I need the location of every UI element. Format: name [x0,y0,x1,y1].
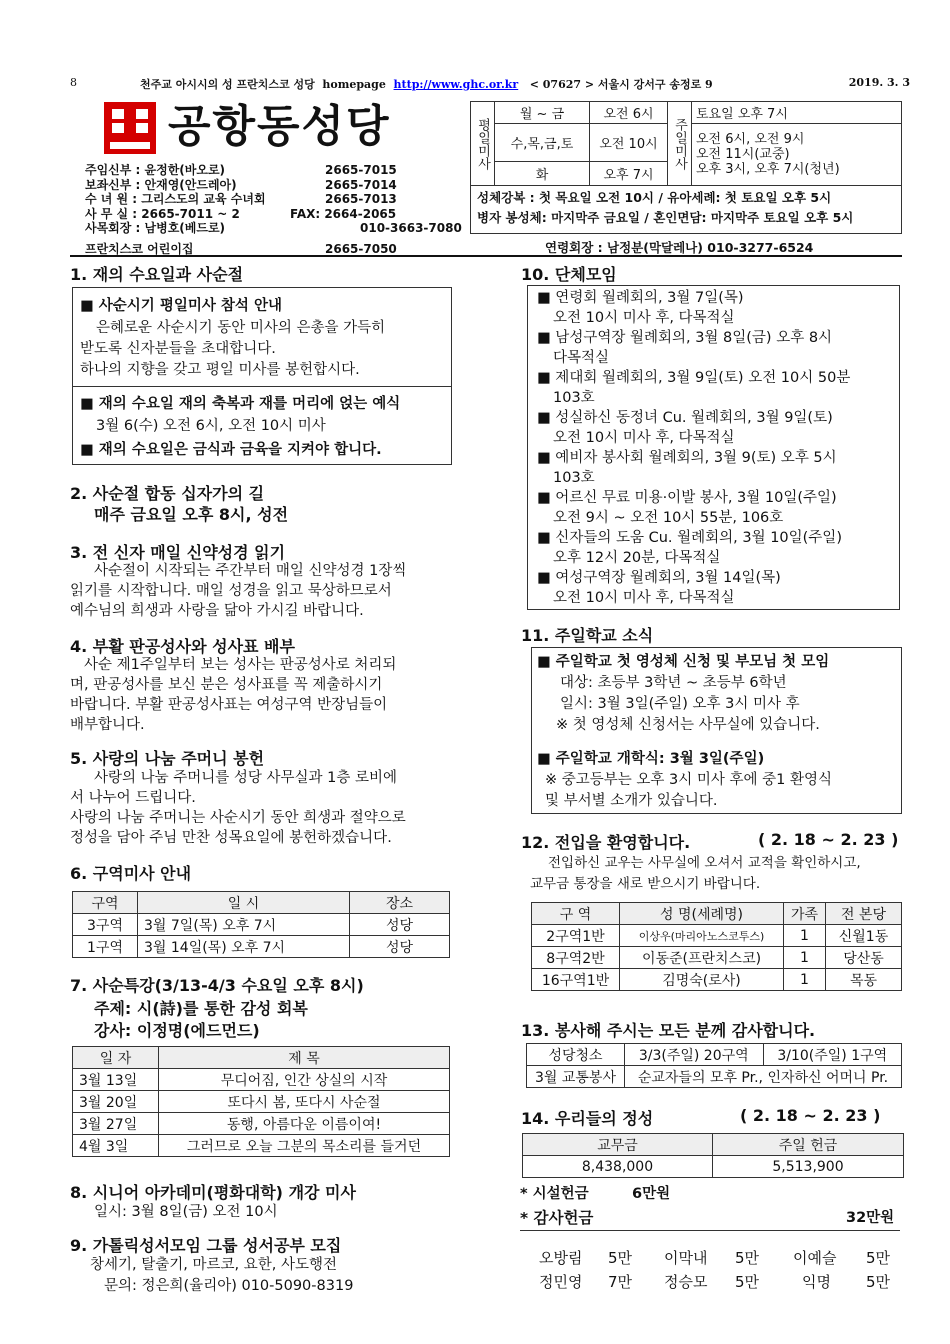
cell: 성당청소 [527,1044,625,1066]
section-title: 2. 사순절 합동 십자가의 길 [70,484,265,503]
meeting-item: ■ 성실하신 동정녀 Cu. 월례회의, 3월 9일(토) [537,410,833,426]
column-header: 장소 [350,892,450,914]
paragraph-line: 배부합니다. [70,717,145,733]
donor-name: 정승모 [664,1273,708,1291]
mass-schedule [470,101,902,186]
paragraph-line: 바랍니다. 부활 판공성사표는 여성구역 반장님들이 [70,697,388,713]
notice-line: 일시: 3월 3일(주일) 오후 3시 미사 후 [560,696,800,712]
paragraph-line: 사랑의 나눔 주머니는 사순시기 동안 희생과 절약으로 [70,810,406,826]
divider [72,386,452,387]
staff-row [85,221,462,236]
donor-name: 이예슬 [793,1249,837,1267]
cell: 16구역1반 [532,969,620,991]
donor-amount: 5만 [608,1249,633,1267]
cell: 또다시 봄, 또다시 사순절 [159,1091,450,1113]
paragraph-line: 문의: 정은희(율리아) 010-5090-8319 [104,1278,354,1294]
table-row [73,1069,450,1091]
meeting-item: ■ 예비자 봉사회 월례회의, 3월 9(토) 오후 5시 [537,450,837,466]
volunteer-table [526,1043,902,1088]
section-title: 12. 전입을 환영합니다. [521,833,691,852]
donor-name: 이막내 [664,1249,708,1267]
section-title: 4. 부활 판공성사와 성사표 배부 [70,637,295,656]
mass-day: 화 [495,162,590,186]
table-row [73,914,450,936]
section-title: 7. 사순특강(3/13-4/3 수요일 오후 8시) [70,976,364,995]
staff-phone: 010-3663-7080 [360,221,462,235]
staff-fax: FAX: 2664-2065 [290,206,397,221]
section-subtitle: 매주 금요일 오후 8시, 성전 [94,505,289,524]
facility-offering-value: 6만원 [632,1186,671,1202]
cell: 1 [784,969,826,991]
meeting-detail: 다목적실 [553,350,610,366]
section-title: 3. 전 신자 매일 신약성경 읽기 [70,543,286,562]
staff-list [85,163,462,256]
column-header: 전 본당 [826,903,902,925]
cell: 성당 [350,914,450,936]
donor-amount: 5만 [866,1249,891,1267]
staff-name: 사 무 실 : 2665-7011 ~ 2 [85,206,240,221]
cell: 4월 3일 [73,1135,159,1157]
paragraph-line: 정성을 담아 주님 만찬 성목요일에 봉헌하겠습니다. [70,830,392,846]
paragraph-line: 전입하신 교우는 사무실에 오셔서 교적을 확인하시고, [548,855,861,871]
staff-name: 보좌신부 : 안재영(안드레아) [85,177,237,192]
cell: 5,513,900 [713,1156,904,1178]
sunday-mass-time: 토요일 오후 7시 [692,102,902,124]
period: ( 2. 18 ~ 2. 23 ) [740,1106,881,1125]
notice-line: 및 부서별 소개가 있습니다. [545,793,718,809]
offering-table [522,1133,904,1178]
thanks-offering-value: 32만원 [846,1210,895,1226]
period: ( 2. 18 ~ 2. 23 ) [758,830,899,849]
cell: 이동준(프란치스코) [620,947,784,969]
staff-name: 수 녀 원 : 그리스도의 교육 수녀회 [85,192,266,206]
lecture-theme: 주제: 시(詩)를 통한 감성 회복 [94,999,308,1018]
donor-amount: 5만 [866,1273,891,1291]
mass-day: 월 ~ 금 [495,102,590,124]
staff-phone: 2665-7015 [325,163,397,177]
table-row [532,947,902,969]
cell: 3월 13일 [73,1069,159,1091]
thanks-offering-label: * 감사헌금 [520,1209,594,1227]
logo [100,98,460,158]
notice-line: 3월 6(수) 오전 6시, 오전 10시 미사 [96,418,326,434]
table-row [532,969,902,991]
cell: 3/10(주일) 1구역 [763,1044,902,1066]
paragraph-line: 읽기를 시작합니다. 매일 성경을 읽고 묵상하므로서 [70,583,392,599]
column-header: 제 목 [159,1047,450,1069]
association-head: 연령회장 : 남정분(막달레나) 010-3277-6524 [545,240,814,255]
paragraph-line: 사랑의 나눔 주머니를 성당 사무실과 1층 로비에 [94,770,398,786]
column-header: 가족 [784,903,826,925]
cell: 무디어짐, 인간 상실의 시작 [159,1069,450,1091]
cell: 3/3(주일) 20구역 [625,1044,764,1066]
table-row [527,1066,902,1088]
donor-amount: 5만 [735,1249,760,1267]
new-parishioners-table [531,902,902,991]
staff-name: 주임신부 : 윤정한(바오로) [85,163,226,177]
notice-heading: ■ 주일학교 첫 영성체 신청 및 부모님 첫 모임 [537,654,830,670]
cell: 3구역 [73,914,138,936]
header-divider [70,255,902,257]
staff-row [85,207,395,222]
notice-line: 대상: 초등부 3학년 ~ 초등부 6학년 [560,675,787,691]
staff-row [85,178,395,193]
lecture-table [72,1046,450,1157]
column-header: 일 자 [73,1047,159,1069]
cell: 1 [784,925,826,947]
cell: 3월 27일 [73,1113,159,1135]
cell: 목동 [826,969,902,991]
meeting-item: ■ 제대회 월례회의, 3월 9일(토) 오전 10시 50분 [537,370,851,386]
meeting-detail: 오전 10시 미사 후, 다목적실 [553,590,735,606]
cell: 8구역2반 [532,947,620,969]
cell: 3월 20일 [73,1091,159,1113]
column-header: 성 명(세례명) [620,903,784,925]
facility-offering-label: * 시설헌금 [520,1186,589,1202]
notice-line: 은혜로운 사순시기 동안 미사의 은총을 가득히 [96,320,386,336]
cell: 2구역1반 [532,925,620,947]
section-title: 13. 봉사해 주시는 모든 분께 감사합니다. [521,1021,816,1040]
sunday-mass-label: 주일미사 [668,102,692,186]
table-row [73,1135,450,1157]
meeting-item: ■ 신자들의 도움 Cu. 월례회의, 3월 10일(주일) [537,530,842,546]
table-row [73,1091,450,1113]
weekday-mass-label: 평일미사 [471,102,495,186]
sacrament-notice-2: 병자 봉성체: 마지막주 금요일 / 혼인면담: 마지막주 토요일 오후 5시 [477,210,854,225]
paragraph-line: 창세기, 탈출기, 마르코, 요한, 사도행전 [90,1257,337,1273]
paragraph-line: 예수님의 희생과 사랑을 닮아 가시길 바랍니다. [70,603,364,619]
cell: 1구역 [73,936,138,958]
staff-row [85,163,395,178]
table-row [527,1044,902,1066]
kindergarten-name: 프란치스코 어린이집 [85,241,194,256]
sunday-mass-times [692,124,902,186]
section-title: 8. 시니어 아카데미(평화대학) 개강 미사 [70,1183,356,1202]
staff-row [85,192,395,207]
divider [520,1230,900,1231]
meeting-detail: 103호 [553,470,595,486]
paragraph-line: 일시: 3월 8일(금) 오전 10시 [94,1204,278,1220]
table-row [523,1156,904,1178]
meeting-item: ■ 여성구역장 월례회의, 3월 14일(목) [537,570,781,586]
sunday-mass-time: 오전 6시, 오전 9시 [696,132,805,147]
lecture-speaker: 강사: 이정명(에드먼드) [94,1021,260,1040]
district-mass-table [72,891,450,958]
section-title: 9. 가톨릭성서모임 그룹 성서공부 모집 [70,1236,342,1255]
cell: 8,438,000 [523,1156,713,1178]
sunday-mass-time: 오후 3시, 오후 7시(청년) [696,162,840,177]
notice-line: ※ 중고등부는 오후 3시 미사 후에 중1 환영식 [545,772,832,788]
meeting-item: ■ 남성구역장 월례회의, 3월 8일(금) 오후 8시 [537,330,833,346]
meeting-detail: 오전 10시 미사 후, 다목적실 [553,430,735,446]
donor-amount: 5만 [735,1273,760,1291]
meeting-item: ■ 어르신 무료 미용·이발 봉사, 3월 10일(주일) [537,490,837,506]
meeting-detail: 오전 9시 ~ 오전 10시 55분, 106호 [553,510,784,526]
homepage-label: homepage [322,78,386,91]
cell: 성당 [350,936,450,958]
donor-name: 오방림 [539,1249,583,1267]
notice-heading: ■ 사순시기 평일미사 참석 안내 [80,298,282,314]
kindergarten-row [85,242,395,256]
cell: 1 [784,947,826,969]
table-row [532,925,902,947]
cell: 3월 교통봉사 [527,1066,625,1088]
mass-time: 오후 7시 [590,162,668,186]
notice-heading: ■ 재의 수요일 재의 축복과 재를 머리에 얹는 예식 [80,396,401,412]
staff-phone: 2665-7014 [325,177,397,192]
column-header: 교무금 [523,1134,713,1156]
section-title: 14. 우리들의 정성 [521,1109,654,1128]
section-title: 11. 주일학교 소식 [521,626,654,645]
staff-name: 사목회장 : 남병호(베드로) [85,221,226,235]
meeting-detail: 오후 12시 20분, 다목적실 [553,550,721,566]
donor-amount: 7만 [608,1273,633,1291]
notice-line: 받도록 신자분들을 초대합니다. [80,341,276,357]
mass-time: 오전 6시 [590,102,668,124]
mass-day: 수,목,금,토 [495,124,590,162]
cell: 이상우(마리아노스코투스) [620,925,784,947]
homepage-link[interactable]: http://www.ghc.or.kr [393,78,519,91]
section-title: 6. 구역미사 안내 [70,864,192,883]
column-header: 구 역 [532,903,620,925]
staff-phone: 2665-7013 [325,192,397,206]
cell: 김명숙(로사) [620,969,784,991]
donor-name: 익명 [802,1273,831,1291]
notice-heading: ■ 재의 수요일은 금식과 금육을 지켜야 합니다. [80,442,382,458]
table-row [73,1113,450,1135]
parish-emblem-icon [104,102,156,154]
meeting-item: ■ 연령회 월례회의, 3월 7일(목) [537,290,744,306]
page-number: 8 [70,76,77,89]
column-header: 일 시 [138,892,350,914]
notice-line: 하나의 지향을 갖고 평일 미사를 봉헌합시다. [80,362,360,378]
paragraph-line: 교무금 통장을 새로 받으시기 바랍니다. [530,876,761,892]
issue-date: 2019. 3. 3 [848,76,910,89]
section-title: 10. 단체모임 [521,265,617,284]
notice-line: ※ 첫 영성체 신청서는 사무실에 있습니다. [556,717,820,733]
sacrament-notice-1: 성체강복 : 첫 목요일 오전 10시 / 유아세례: 첫 토요일 오후 5시 [477,190,832,205]
header-info [140,76,713,92]
cell: 동행, 아름다운 이름이여! [159,1113,450,1135]
kindergarten-phone: 2665-7050 [325,241,397,256]
column-header: 주일 헌금 [713,1134,904,1156]
paragraph-line: 사순 제1주일부터 보는 성사는 판공성사로 처리되 [84,657,397,673]
section-title: 5. 사랑의 나눔 주머니 봉헌 [70,749,265,768]
address: < 07627 > 서울시 강서구 송정로 9 [529,78,713,91]
cell: 그러므로 오늘 그분의 목소리를 들거던 [159,1135,450,1157]
cell: 3월 14일(목) 오후 7시 [138,936,350,958]
meeting-detail: 103호 [553,390,595,406]
paragraph-line: 서 나누어 드립니다. [70,790,196,806]
notice-heading: ■ 주일학교 개학식: 3월 3일(주일) [537,751,765,767]
section-title: 1. 재의 수요일과 사순절 [70,265,244,284]
cell: 신월1동 [826,925,902,947]
donor-name: 정민영 [539,1273,583,1291]
cell: 당산동 [826,947,902,969]
table-row [73,936,450,958]
mass-time: 오전 10시 [590,124,668,162]
parish-name: 천주교 아시시의 성 프란치스코 성당 [140,78,315,91]
parish-title: 공항동성당 [168,101,391,152]
paragraph-line: 사순절이 시작되는 주간부터 매일 신약성경 1장씩 [94,563,407,579]
cell: 3월 7일(목) 오후 7시 [138,914,350,936]
sunday-mass-time: 오전 11시(교중) [696,147,790,162]
cell: 순교자들의 모후 Pr., 인자하신 어머니 Pr. [625,1066,902,1088]
meeting-detail: 오전 10시 미사 후, 다목적실 [553,310,735,326]
column-header: 구역 [73,892,138,914]
paragraph-line: 며, 판공성사를 보신 분은 성사표를 꼭 제출하시기 [70,677,383,693]
